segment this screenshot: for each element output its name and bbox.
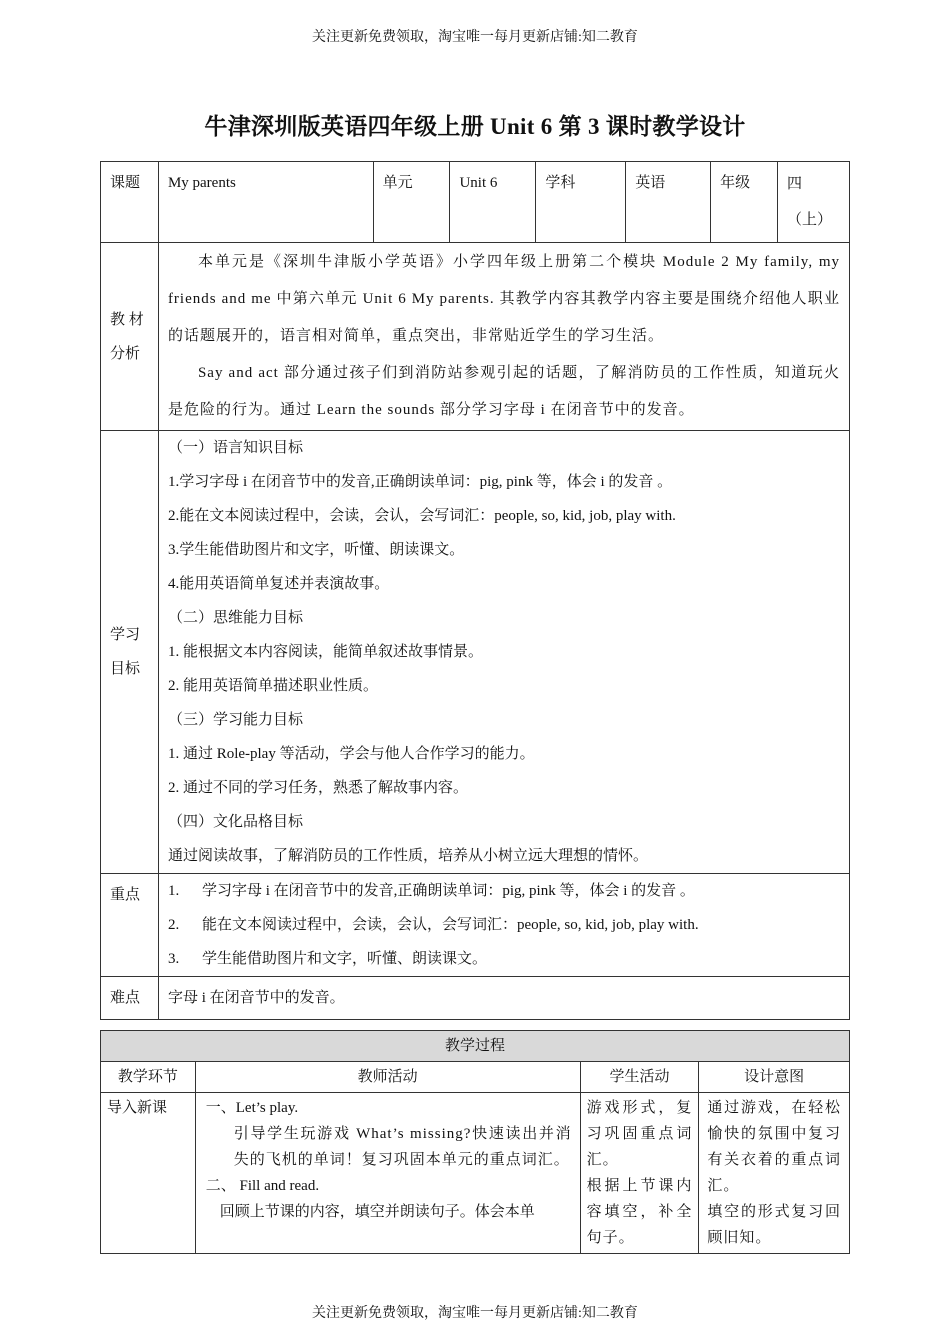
difficult-points-content: 字母 i 在闭音节中的发音。 [158, 977, 849, 1020]
key-points-content [158, 874, 849, 977]
key-point-text: 学习字母 i 在闭音节中的发音,正确朗读单词：pig, pink 等，体会 i 的发音 。 [201, 883, 695, 899]
goal-line: 4.能用英语简单复述并表演故事。 [167, 576, 390, 592]
topic-value: My parents [158, 162, 373, 243]
teacher-activity-cell [195, 1093, 580, 1254]
process-caption-row [101, 1031, 850, 1062]
subject-label: 学科 [536, 162, 626, 243]
learning-goals-content [158, 431, 849, 874]
difficult-points-label: 难点 [101, 977, 159, 1020]
key-point-num: 2. [167, 917, 180, 933]
page-title: 牛津深圳版英语四年级上册 Unit 6 第 3 课时教学设计 [204, 114, 746, 139]
header-purpose: 设计意图 [699, 1062, 850, 1093]
material-analysis-row [101, 243, 850, 431]
material-para-1: 本单元是《深圳牛津版小学英语》小学四年级上册第二个模块 Module 2 My family, my friends and me 中第六单元 Unit 6 My parents. 其教学内容其教学内容主要是围绕介绍他人职业的话题展开的，语言相对简单，重点突出，非常贴近学生的学习生活。 [167, 254, 840, 344]
goal-line: （三）学习能力目标 [167, 712, 303, 728]
subject-value: 英语 [626, 162, 711, 243]
teacher-line-2: 引导学生玩游戏 What’s missing?快速读出并消失的飞机的单词！复习巩固本单元的重点词汇。 [233, 1126, 572, 1168]
key-point-item [168, 908, 840, 942]
info-row [101, 162, 850, 243]
student-line-2: 根据上节课内容填空，补全句子。 [586, 1178, 693, 1246]
key-point-item [168, 874, 840, 908]
material-label-line1: 教 材 [110, 311, 144, 328]
process-header-row [101, 1062, 850, 1093]
header-note: 关注更新免费领取，淘宝唯一每月更新店铺:知二教育 [312, 30, 638, 45]
goal-line: 2. 能用英语简单描述职业性质。 [167, 678, 378, 694]
grade-value [777, 162, 849, 243]
learning-goals-row [101, 431, 850, 874]
material-para-2: Say and act 部分通过孩子们到消防站参观引起的话题，了解消防员的工作性质，知道玩火是危险的行为。通过 Learn the sounds 部分学习字母 i 在闭音节中的发音。 [167, 365, 840, 418]
stage-cell: 导入新课 [101, 1093, 196, 1254]
header-teacher: 教师活动 [195, 1062, 580, 1093]
purpose-line-2: 填空的形式复习回顾旧知。 [707, 1204, 841, 1246]
student-activity-cell [580, 1093, 699, 1254]
header-stage: 教学环节 [101, 1062, 196, 1093]
goal-line: 2. 通过不同的学习任务，熟悉了解故事内容。 [167, 780, 468, 796]
key-point-item [168, 942, 840, 976]
goal-line: （一）语言知识目标 [167, 440, 303, 456]
goal-line: （二）思维能力目标 [167, 610, 303, 626]
teacher-line-4: 回顾上节课的内容，填空并朗读句子。体会本单 [219, 1204, 535, 1220]
topic-label: 课题 [101, 162, 159, 243]
goals-label-line1: 学习 [110, 627, 141, 643]
teacher-line-3: 二、 Fill and read. [205, 1178, 320, 1194]
footer-note: 关注更新免费领取，淘宝唯一每月更新店铺:知二教育 [312, 1306, 638, 1321]
material-label-line2: 分析 [110, 345, 141, 362]
key-points-row [101, 874, 850, 977]
lesson-info-table [100, 161, 850, 1020]
purpose-cell [699, 1093, 850, 1254]
unit-value: Unit 6 [450, 162, 536, 243]
purpose-line-1: 通过游戏，在轻松愉快的氛围中复习有关衣着的重点词汇。 [707, 1100, 841, 1194]
teaching-process-table [100, 1030, 850, 1254]
key-point-num: 3. [167, 951, 180, 967]
grade-label: 年级 [711, 162, 778, 243]
student-line-1: 游戏形式，复习巩固重点词汇。 [586, 1100, 693, 1168]
key-point-text: 能在文本阅读过程中，会读，会认，会写词汇：people, so, kid, job, play with. [201, 917, 699, 933]
key-points-label: 重点 [101, 874, 159, 977]
grade-value-line2: （上） [786, 212, 832, 228]
unit-label: 单元 [373, 162, 450, 243]
learning-goals-label [101, 431, 159, 874]
process-caption: 教学过程 [101, 1031, 850, 1062]
goals-label-line2: 目标 [110, 661, 141, 677]
goal-line: 1.学习字母 i 在闭音节中的发音,正确朗读单词：pig, pink 等，体会 i 的发音 。 [167, 474, 673, 490]
goal-line: 通过阅读故事，了解消防员的工作性质，培养从小树立远大理想的情怀。 [167, 848, 648, 864]
goal-line: 3.学生能借助图片和文字，听懂、朗读课文。 [167, 542, 465, 558]
key-point-num: 1. [167, 883, 180, 899]
teacher-line-1: 一、Let’s play. [205, 1100, 299, 1116]
goal-line: 1. 能根据文本内容阅读，能简单叙述故事情景。 [167, 644, 483, 660]
header-student: 学生活动 [580, 1062, 699, 1093]
goal-line: 1. 通过 Role-play 等活动，学会与他人合作学习的能力。 [167, 746, 535, 762]
material-analysis-content [158, 243, 849, 431]
process-row [101, 1093, 850, 1254]
goal-line: （四）文化品格目标 [167, 814, 303, 830]
grade-value-line1: 四 [786, 176, 802, 192]
material-analysis-label [101, 243, 159, 431]
goal-line: 2.能在文本阅读过程中，会读，会认，会写词汇：people, so, kid, job, play with. [167, 508, 676, 524]
difficult-points-row [101, 977, 850, 1020]
key-point-text: 学生能借助图片和文字，听懂、朗读课文。 [201, 951, 487, 967]
